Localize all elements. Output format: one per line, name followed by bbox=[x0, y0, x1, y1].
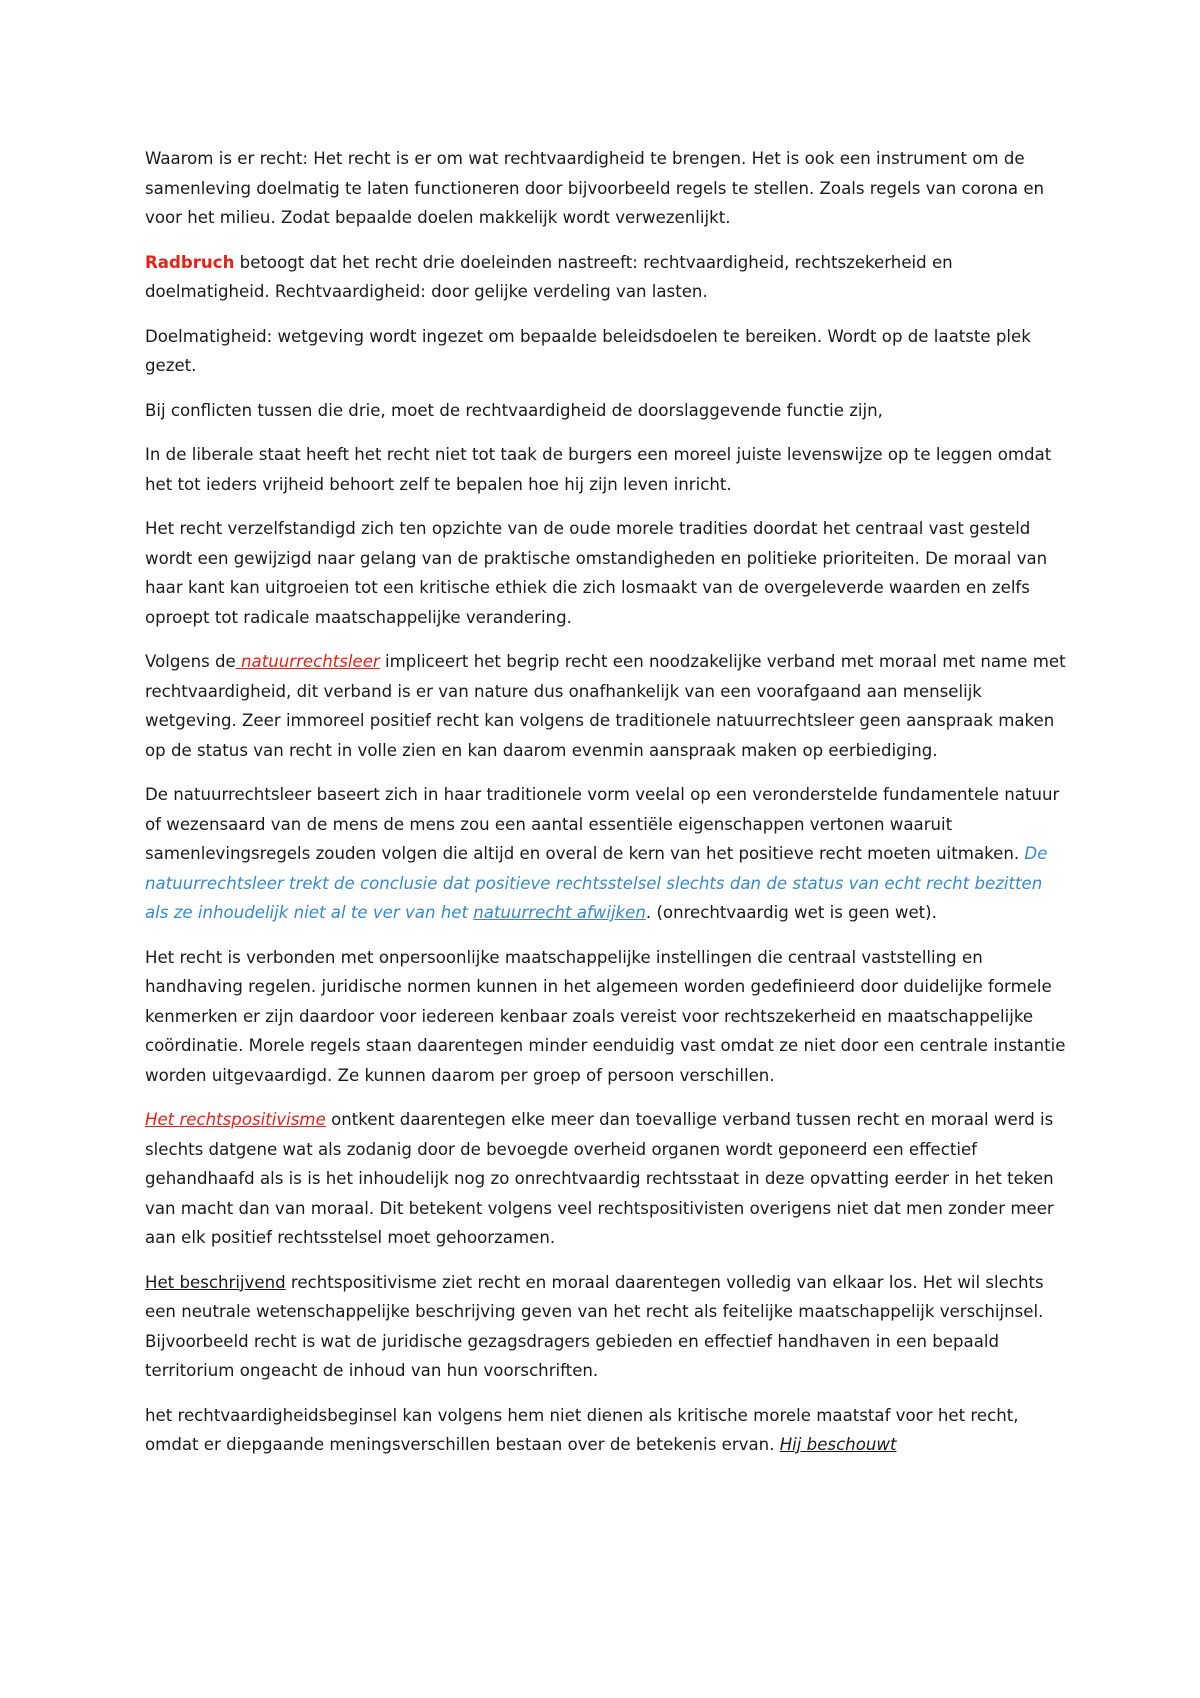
paragraph-liberale-staat bbox=[145, 440, 1067, 499]
paragraph-radbruch bbox=[145, 248, 1067, 307]
rechtspositivisme-link[interactable]: Het rechtspositivisme bbox=[145, 1110, 326, 1129]
paragraph-waarom-recht bbox=[145, 144, 1067, 233]
paragraph-text: ontkent daarentegen elke meer dan toevallige verband tussen recht en moraal werd is slechts datgene wat als zodanig door de bevoegde overheid organen wordt geponeerd een effectief gehandhaafd als is is het inhoudelijk nog zo onrechtvaardig rechtsstaat in deze opvatting eerder in het teken van macht dan van moraal. Dit betekent volgens veel rechtspositivisten overigens niet dat men zonder meer aan elk positief rechtsstelsel moet gehoorzamen. bbox=[145, 1110, 1054, 1247]
paragraph-text: Het recht is verbonden met onpersoonlijke maatschappelijke instellingen die centraal vaststelling en handhaving regelen. juridische normen kunnen in het algemeen worden gedefinieerd door duidelijke formele kenmerken er zijn daardoor voor iedereen kenbaar zoals vereist voor rechtszekerheid en maatschappelijke coördinatie. Morele regels staan daarentegen minder eenduidig vast omdat ze niet door een centrale instantie worden uitgevaardigd. Ze kunnen daarom per groep of persoon verschillen. bbox=[145, 947, 1066, 1085]
paragraph-natuurrechtsleer-vorm bbox=[145, 780, 1067, 928]
paragraph-text: betoogt dat het recht drie doeleinden nastreeft: rechtvaardigheid, rechtszekerheid en doelmatigheid. Rechtvaardigheid: door gelijke verdeling van lasten. bbox=[145, 252, 953, 301]
paragraph-text: impliceert het begrip recht een noodzakelijke verband met moraal met name met rechtvaardigheid, dit verband is er van nature dus onafhankelijk van een voorafgaand aan menselijk wetgeving. Zeer immoreel positief recht kan volgens de traditionele natuurrechtsleer geen aanspraak maken op de status van recht in volle zien en kan daarom evenmin aanspraak maken op eerbiediging. bbox=[145, 652, 1066, 760]
paragraph-rechtspositivisme bbox=[145, 1105, 1067, 1253]
hij-beschouwt-emphasis: Hij beschouwt bbox=[779, 1435, 897, 1454]
paragraph-text: Het recht verzelfstandigd zich ten opzichte van de oude morele tradities doordat het centraal vast gesteld wordt een gewijzigd naar gelang van de praktische omstandigheden en politieke prioriteiten. De moraal van haar kant kan uitgroeien tot een kritische ethiek die zich losmaakt van de overgeleverde waarden en zelfs oproept tot radicale maatschappelijke verandering. bbox=[145, 519, 1048, 627]
paragraph-onpersoonlijke-instellingen bbox=[145, 943, 1067, 1091]
paragraph-conflicten bbox=[145, 396, 1067, 426]
natuurrecht-emphasis: natuurrecht afwijken bbox=[473, 903, 646, 922]
paragraph-text: het rechtvaardigheidsbeginsel kan volgens hem niet dienen als kritische morele maatstaf voor het recht, omdat er diepgaande meningsverschillen bestaan over de betekenis ervan. bbox=[145, 1405, 1019, 1454]
paragraph-natuurrechtsleer bbox=[145, 647, 1067, 765]
paragraph-text: rechtspositivisme ziet recht en moraal daarentegen volledig van elkaar los. Het wil slechts een neutrale wetenschappelijke beschrijving geven van het recht als feitelijke maatschappelijk verschijnsel. Bijvoorbeeld recht is wat de juridische gezagsdragers gebieden en effectief handhaven in een bepaald territorium ongeacht de inhoud van hun voorschriften. bbox=[145, 1272, 1044, 1380]
document-body bbox=[145, 144, 1067, 1475]
paragraph-verzelfstandigd bbox=[145, 514, 1067, 632]
beschrijvend-underlined: Het beschrijvend bbox=[145, 1272, 286, 1292]
paragraph-doelmatigheid bbox=[145, 322, 1067, 381]
paragraph-beschrijvend bbox=[145, 1268, 1067, 1386]
paragraph-rechtvaardigheidsbeginsel bbox=[145, 1401, 1067, 1460]
radbruch-highlight: Radbruch bbox=[145, 252, 235, 272]
paragraph-text: De natuurrechtsleer baseert zich in haar traditionele vorm veelal op een veronderstelde fundamentele natuur of wezensaard van de mens de mens zou een aantal essentiële eigenschappen vertonen waaruit samenlevingsregels zouden volgen die altijd en overal de kern van het positieve recht moeten uitmaken. bbox=[145, 785, 1060, 863]
paragraph-text: Waarom is er recht: Het recht is er om wat rechtvaardigheid te brengen. Het is ook een instrument om de samenleving doelmatig te laten functioneren door bijvoorbeeld regels te stellen. Zoals regels van corona en voor het milieu. Zodat bepaalde doelen makkelijk wordt verwezenlijkt. bbox=[145, 149, 1045, 227]
paragraph-text: Bij conflicten tussen die drie, moet de rechtvaardigheid de doorslaggevende functie zijn, bbox=[145, 400, 883, 420]
paragraph-text: . (onrechtvaardig wet is geen wet). bbox=[645, 903, 937, 922]
natuurrechtsleer-link[interactable]: natuurrechtsleer bbox=[235, 652, 380, 671]
paragraph-text: Volgens de bbox=[145, 652, 236, 671]
conclusion-emphasis: De natuurrechtsleer trekt de conclusie dat positieve rechtsstelsel slechts dan de status van echt recht bezitten als ze inhoudelijk niet al te ver van het bbox=[145, 844, 1048, 922]
paragraph-text: Doelmatigheid: wetgeving wordt ingezet om bepaalde beleidsdoelen te bereiken. Wordt op de laatste plek gezet. bbox=[145, 326, 1031, 375]
paragraph-text: In de liberale staat heeft het recht niet tot taak de burgers een moreel juiste levenswijze op te leggen omdat het tot ieders vrijheid behoort zelf te bepalen hoe hij zijn leven inricht. bbox=[145, 445, 1052, 494]
